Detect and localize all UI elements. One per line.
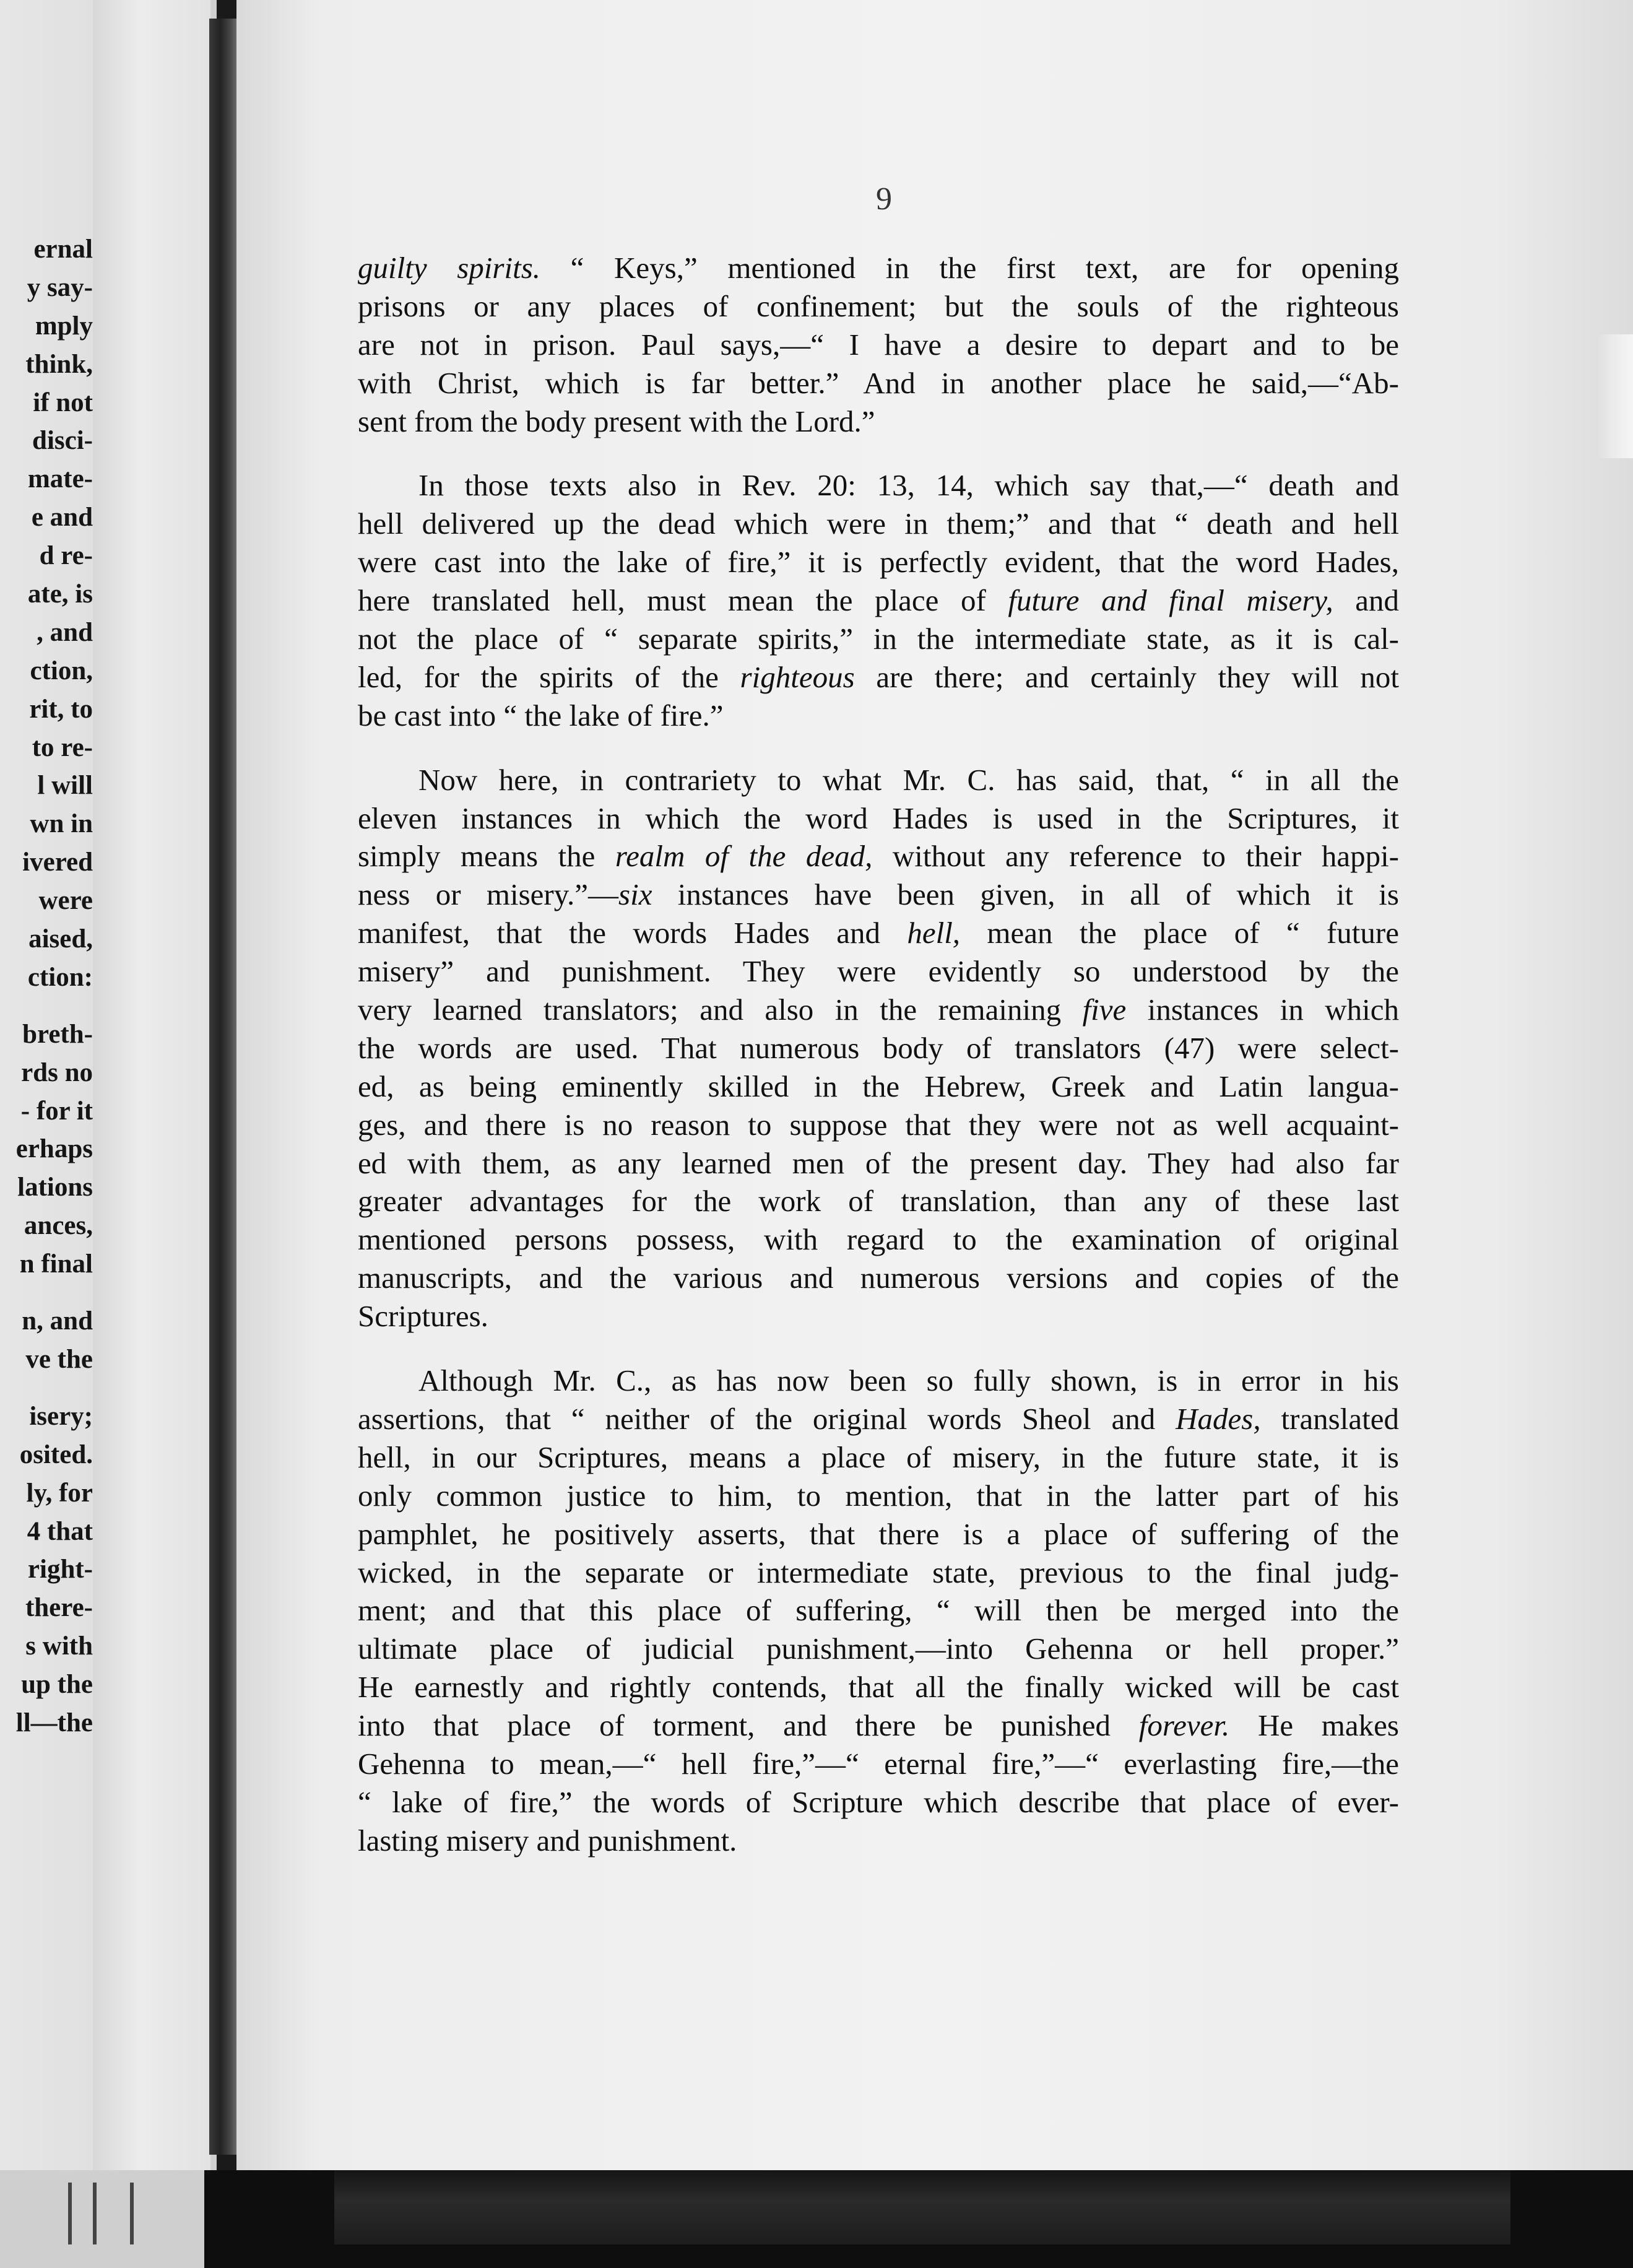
text-line: ed, as being eminently skilled in the Hebrew, Greek and Latin langua- — [358, 1069, 1399, 1103]
page-bottom-shadow — [334, 2170, 1510, 2244]
left-page-fragment: ances, — [24, 1211, 93, 1241]
text-line: into that place of torment, and there be punished forever. He makes — [358, 1708, 1399, 1743]
left-page-fragment: up the — [21, 1670, 93, 1700]
left-page-fragment — [6, 1379, 93, 1397]
left-page-fragment: e and — [31, 503, 93, 532]
left-page-fragment: mate- — [27, 464, 93, 494]
left-page-fragment — [6, 997, 93, 1015]
left-page-fragment: osited. — [19, 1440, 93, 1469]
text-line: very learned translators; and also in the remaining five instances in which — [358, 993, 1399, 1027]
page-number: 9 — [876, 181, 892, 217]
left-page-fragment: ly, for — [26, 1478, 93, 1508]
text-line: manifest, that the words Hades and hell, mean the place of “ future — [358, 916, 1399, 950]
text-line: here translated hell, must mean the place of future and final misery, and — [358, 583, 1400, 618]
text-line: guilty spirits. “ Keys,” mentioned in the first text, are for opening — [358, 251, 1399, 285]
text-line: eleven instances in which the word Hades is used in the Scriptures, it — [358, 801, 1399, 835]
text-line: ed with them, as any learned men of the present day. They had also far — [358, 1145, 1399, 1180]
left-page-fragment: disci- — [32, 426, 93, 456]
page-edge-highlight — [1597, 334, 1633, 458]
left-page-fragment: rit, to — [29, 694, 93, 724]
text-line: led, for the spirits of the righteous are there; and certainly they will not — [358, 659, 1399, 694]
left-page-fragment: were — [38, 886, 93, 916]
book-spine — [209, 19, 236, 2155]
left-page-text-fragments — [6, 230, 93, 1742]
left-page-fragment: - for it — [20, 1096, 93, 1126]
text-line: with Christ, which is far better.” And in another place he said,—“Ab- — [358, 365, 1399, 400]
left-page-fragment — [6, 1284, 93, 1302]
text-line: only common justice to him, to mention, that in the latter part of his — [358, 1478, 1399, 1513]
text-line: were cast into the lake of fire,” it is perfectly evident, that the word Hades, — [358, 545, 1399, 580]
text-line: ness or misery.”—six instances have been given, in all of which it is — [358, 877, 1399, 912]
paragraph — [358, 1362, 1399, 1860]
left-page-fragment: n final — [19, 1249, 93, 1279]
left-page-fragment: y say- — [27, 272, 93, 302]
text-line: the words are used. That numerous body of translators (47) were select- — [358, 1030, 1399, 1065]
text-line: mentioned persons possess, with regard to the examination of original — [358, 1222, 1399, 1257]
paragraph — [358, 761, 1399, 1336]
text-line: Although Mr. C., as has now been so fully shown, is in error in his — [418, 1363, 1399, 1398]
text-line: He earnestly and rightly contends, that all the finally wicked will be cast — [358, 1670, 1399, 1705]
text-line: assertions, that “ neither of the original words Sheol and Hades, translated — [358, 1401, 1399, 1436]
left-page-fragment: ll—the — [15, 1708, 93, 1737]
left-page-fragment: ate, is — [27, 580, 93, 609]
left-page-fragment: ernal — [33, 235, 93, 264]
text-line: lasting misery and punishment. — [358, 1823, 737, 1857]
text-line: pamphlet, he positively asserts, that there is a place of suffering of the — [358, 1516, 1399, 1551]
left-page-fragment: mply — [35, 311, 93, 341]
left-page-fragment: breth- — [22, 1019, 93, 1049]
left-page-fragment: to re- — [32, 732, 93, 762]
body-text — [358, 249, 1399, 1886]
left-page-fragment: if not — [33, 388, 93, 417]
text-line: prisons or any places of confinement; but the souls of the righteous — [358, 289, 1399, 323]
text-line: Now here, in contrariety to what Mr. C. has said, that, “ in all the — [418, 762, 1399, 797]
text-line: misery” and punishment. They were evidently so understood by the — [358, 954, 1399, 989]
left-page-fragment: think, — [25, 349, 93, 379]
left-page-fragment: , and — [37, 617, 93, 647]
left-page-fragment: right- — [27, 1555, 93, 1584]
left-page-fragment: ction: — [27, 962, 93, 992]
text-line: are not in prison. Paul says,—“ I have a desire to depart and to be — [358, 327, 1399, 362]
text-line: hell delivered up the dead which were in them;” and that “ death and hell — [358, 506, 1399, 541]
left-page-fragment: rds no — [21, 1058, 93, 1087]
left-page-fragment: ction, — [30, 656, 93, 685]
text-line: ment; and that this place of suffering, “ will then be merged into the — [358, 1593, 1399, 1628]
left-page-fragment: there- — [25, 1593, 93, 1623]
edge-mark — [93, 2183, 97, 2244]
left-page-fragment: ivered — [22, 848, 93, 877]
left-page-fragment: lations — [17, 1173, 93, 1202]
text-line: manuscripts, and the various and numerous versions and copies of the — [358, 1261, 1399, 1295]
edge-mark — [130, 2183, 134, 2244]
edge-mark — [68, 2183, 72, 2244]
text-line: ges, and there is no reason to suppose that they were not as well acquaint- — [358, 1107, 1399, 1142]
left-page-fragment: s with — [25, 1631, 93, 1661]
paragraph — [358, 466, 1399, 734]
left-page-fragment: n, and — [22, 1306, 93, 1336]
text-line: hell, in our Scriptures, means a place of misery, in the future state, it is — [358, 1440, 1399, 1474]
left-page-bottom — [0, 2170, 204, 2268]
text-line: be cast into “ the lake of fire.” — [358, 698, 724, 732]
text-line: “ lake of fire,” the words of Scripture which describe that place of ever- — [358, 1784, 1399, 1819]
text-line: Scriptures. — [358, 1299, 488, 1334]
text-line: ultimate place of judicial punishment,—into Gehenna or hell proper.” — [358, 1631, 1399, 1666]
left-page-fragment: aised, — [28, 924, 93, 954]
left-page-fragment: wn in — [30, 809, 93, 839]
text-line: not the place of “ separate spirits,” in the intermediate state, as it is cal- — [358, 622, 1399, 656]
text-line: In those texts also in Rev. 20: 13, 14, which say that,—“ death and — [418, 468, 1399, 503]
left-page-fragment: erhaps — [15, 1134, 93, 1164]
left-page-fragment: d re- — [39, 541, 93, 571]
text-line: wicked, in the separate or intermediate state, previous to the final judg- — [358, 1555, 1399, 1589]
gutter — [93, 0, 210, 2268]
text-line: Gehenna to mean,—“ hell fire,”—“ eternal fire,”—“ everlasting fire,—the — [358, 1746, 1399, 1781]
left-page-fragment: ve the — [25, 1344, 93, 1374]
text-line: simply means the realm of the dead, without any reference to their happi- — [358, 839, 1400, 874]
text-line: sent from the body present with the Lord.” — [358, 404, 875, 438]
left-page-fragment: isery; — [29, 1401, 93, 1431]
left-page-fragment: 4 that — [27, 1516, 93, 1546]
left-page-fragment: l will — [37, 771, 93, 801]
paragraph — [358, 249, 1399, 440]
text-line: greater advantages for the work of translation, than any of these last — [358, 1184, 1399, 1219]
